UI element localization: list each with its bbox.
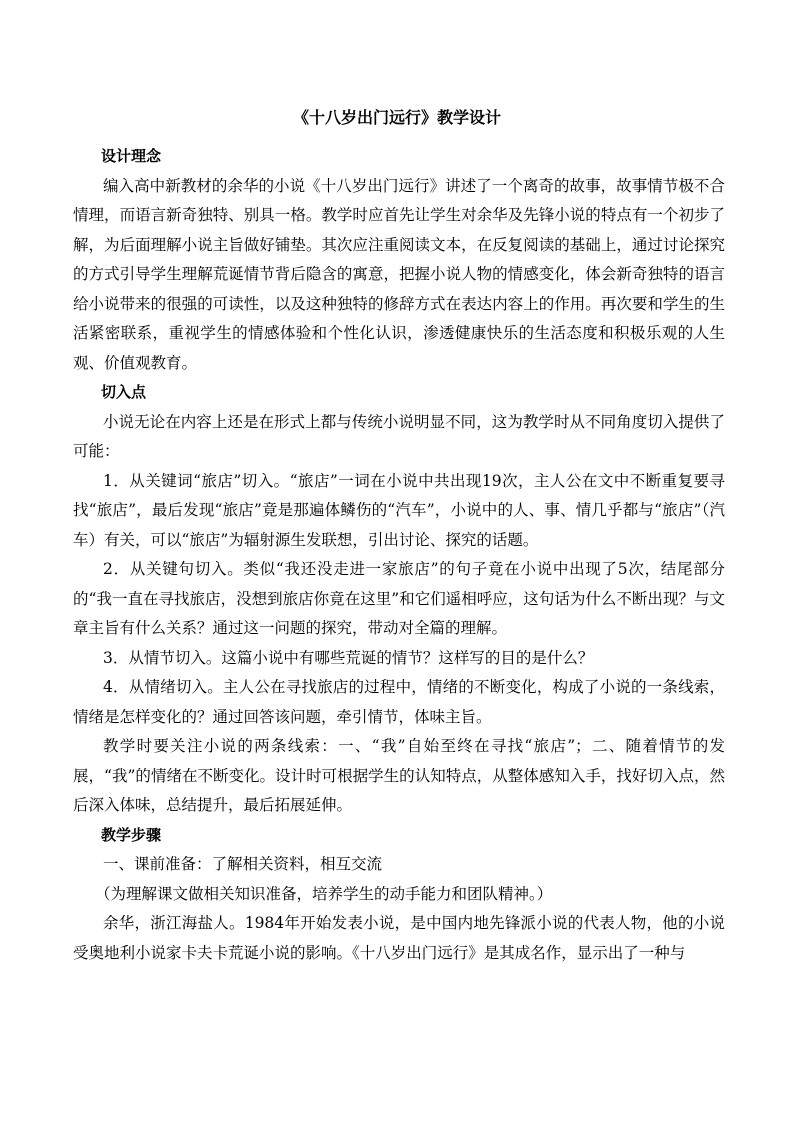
section-heading-entry-point: 切入点	[101, 383, 147, 401]
entry-point-item-1: 1．从关键词“旅店”切入。“旅店”一词在小说中共出现19次，主人公在文中不断重复要寻找“旅店”，最后发现“旅店”竟是那遍体鳞伤的“汽车”，小说中的人、事、情几乎都与“旅店”（汽车）有关，可以“旅店”为辐射源生发联想，引出讨论、探究的话题。	[73, 471, 725, 549]
entry-point-item-3: 3．从情节切入。这篇小说中有哪些荒诞的情节？这样写的目的是什么？	[103, 648, 594, 667]
entry-point-item-2: 2．从关键句切入。类似“我还没走进一家旅店”的句子竟在小说中出现了5次，结尾部分的“我一直在寻找旅店，没想到旅店你竟在这里”和它们遥相呼应，这句话为什么不断出现？与文章主旨有什么关系？通过这一问题的探究，带动对全篇的理解。	[73, 560, 725, 637]
author-intro-paragraph: 余华，浙江海盐人。1984年开始发表小说，是中国内地先锋派小说的代表人物，他的小说受奥地利小说家卡夫卡荒诞小说的影响。《十八岁出门远行》是其成名作，显示出了一种与	[73, 914, 725, 962]
entry-point-intro: 小说无论在内容上还是在形式上都与传统小说明显不同，这为教学时从不同角度切入提供了可能：	[73, 412, 725, 460]
section-heading-teaching-steps: 教学步骤	[101, 825, 162, 844]
document-title: 《十八岁出门远行》教学设计	[292, 108, 501, 127]
entry-point-item-4: 4．从情绪切入。主人公在寻找旅店的过程中，情绪的不断变化，构成了小说的一条线索，情绪是怎样变化的？通过回答该问题，牵引情节，体味主旨。	[73, 678, 725, 726]
entry-point-summary: 教学时要关注小说的两条线索：一、“我”自始至终在寻找“旅店”；二、随着情节的发展，“我”的情绪在不断变化。设计时可根据学生的认知特点，从整体感知入手，找好切入点，然后深入体味，总结提升，最后拓展延伸。	[73, 737, 725, 814]
teaching-step-1-note: （为理解课文做相关知识准备，培养学生的动手能力和团队精神。）	[95, 884, 553, 903]
design-concept-paragraph: 编入高中新教材的余华的小说《十八岁出门远行》讲述了一个离奇的故事，故事情节极不合情理，而语言新奇独特、别具一格。教学时应首先让学生对余华及先锋小说的特点有一个初步了解，为后面理解小说主旨做好铺垫。其次应注重阅读文本，在反复阅读的基础上，通过讨论探究的方式引导学生理解荒诞情节背后隐含的寓意，把握小说人物的情感变化，体会新奇独特的语言给小说带来的很强的可读性，以及这种独特的修辞方式在表达内容上的作用。再次要和学生的生活紧密联系，重视学生的情感体验和个性化认识，渗透健康快乐的生活态度和积极乐观的人生观、价值观教育。	[73, 176, 725, 372]
section-heading-design-concept: 设计理念	[101, 147, 162, 165]
teaching-step-1: 一、课前准备：了解相关资料，相互交流	[103, 855, 383, 873]
document-body	[73, 142, 725, 968]
